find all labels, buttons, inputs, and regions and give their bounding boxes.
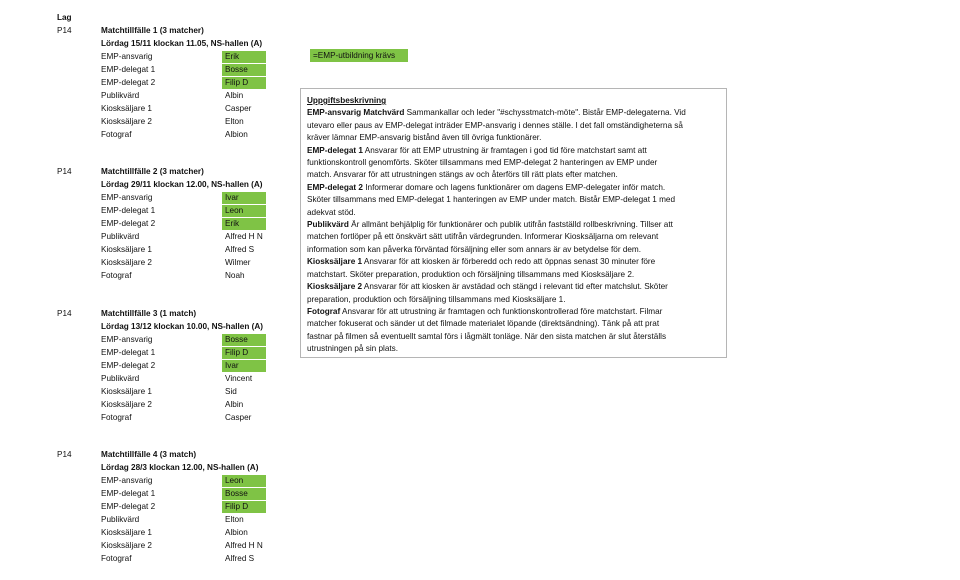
- role-label: Fotograf: [101, 130, 132, 139]
- role-label: EMP-ansvarig: [101, 476, 153, 485]
- description-text: Är allmänt behjälplig för funktionärer och publik utifrån fastställd rollbeskrivning. Tillser att: [348, 220, 673, 230]
- description-line: [307, 207, 720, 219]
- assignee-name-emp: Bosse: [222, 334, 266, 346]
- task-description-title: Uppgiftsbeskrivning: [307, 96, 387, 105]
- role-label: Kiosksäljare 2: [101, 541, 152, 550]
- role-label: Fotograf: [101, 554, 132, 563]
- role-label: Fotograf: [101, 271, 132, 280]
- role-label: EMP-delegat 2: [101, 219, 156, 228]
- role-label: Publikvärd: [101, 515, 140, 524]
- team-label: P14: [57, 309, 72, 318]
- description-line: [307, 145, 720, 157]
- role-heading: EMP-ansvarig Matchvärd: [307, 108, 405, 118]
- description-text: funktionskontroll genomförts. Sköter tillsammans med EMP-delegat 2 hanteringen av EMP under: [307, 158, 658, 168]
- assignee-name: Albion: [225, 528, 248, 537]
- description-text: fastnar på filmen så eventuellt samtal förs i lågmält tonläge. När den sista matchen är slut återställs: [307, 331, 667, 341]
- match-title: Matchtillfälle 3 (1 match): [101, 309, 197, 318]
- assignee-name: Casper: [225, 104, 252, 113]
- description-line: [307, 294, 720, 306]
- role-label: EMP-ansvarig: [101, 52, 153, 61]
- assignee-name: Elton: [225, 117, 244, 126]
- description-line: [307, 132, 720, 144]
- description-line: [307, 107, 720, 119]
- assignee-name: Elton: [225, 515, 244, 524]
- assignee-name: Albin: [225, 91, 244, 100]
- description-text: utrustningen på sin plats.: [307, 344, 399, 354]
- match-date: Lördag 13/12 klockan 10.00, NS-hallen (A): [101, 322, 263, 331]
- assignee-name: Noah: [225, 271, 245, 280]
- role-heading: Fotograf: [307, 306, 341, 316]
- description-line: [307, 231, 720, 243]
- description-text: kräver lämnar EMP-ansvarig bistånd även till övriga funktionärer.: [307, 133, 542, 143]
- assignee-name: Albion: [225, 130, 248, 139]
- role-label: Publikvärd: [101, 232, 140, 241]
- description-text: adekvat stöd.: [307, 207, 356, 217]
- description-text: information som kan påverka förväntad försäljning eller som annars är av betydelse för dem.: [307, 244, 642, 254]
- match-date: Lördag 28/3 klockan 12.00, NS-hallen (A): [101, 463, 259, 472]
- role-heading: Publikvärd: [307, 220, 349, 230]
- match-title: Matchtillfälle 4 (3 match): [101, 450, 197, 459]
- description-line: [307, 281, 720, 293]
- role-label: Kiosksäljare 2: [101, 400, 152, 409]
- description-text: Ansvarar för att kiosken är förberedd och redo att öppnas senast 30 minuter före: [362, 257, 656, 267]
- role-label: EMP-delegat 1: [101, 489, 156, 498]
- role-label: Kiosksäljare 1: [101, 387, 152, 396]
- role-label: EMP-ansvarig: [101, 335, 153, 344]
- assignee-name-emp: Leon: [222, 475, 266, 487]
- role-heading: EMP-delegat 2: [307, 182, 363, 192]
- assignee-name: Casper: [225, 413, 252, 422]
- assignee-name-emp: Leon: [222, 205, 266, 217]
- assignee-name: Alfred H N: [225, 541, 263, 550]
- legend-emp-training: =EMP-utbildning krävs: [310, 49, 408, 62]
- description-line: [307, 194, 720, 206]
- description-text: Informerar domare och lagens funktionärer om dagens EMP-delegater inför match.: [362, 182, 666, 192]
- description-text: match. Ansvarar för att utrustningen stängs av och återförs till rätt plats efter matchen.: [307, 170, 618, 180]
- description-text: Sköter tillsammans med EMP-delegat 1 hanteringen av EMP under match. Bistår EMP-delegat 1 med: [307, 195, 676, 205]
- role-label: Kiosksäljare 1: [101, 245, 152, 254]
- match-date: Lördag 29/11 klockan 12.00, NS-hallen (A): [101, 180, 263, 189]
- description-line: [307, 256, 720, 268]
- match-date: Lördag 15/11 klockan 11.05, NS-hallen (A): [101, 39, 263, 48]
- description-line: [307, 182, 720, 194]
- assignee-name: Sid: [225, 387, 237, 396]
- description-text: Ansvarar för att kiosken är avstädad och stängd i relevant tid efter matchslut. Sköter: [362, 282, 668, 292]
- description-line: [307, 120, 720, 132]
- role-label: EMP-delegat 1: [101, 206, 156, 215]
- description-text: Ansvarar för att utrustning är framtagen och funktionskontrollerad före matchstart. Filmar: [340, 306, 663, 316]
- match-title: Matchtillfälle 1 (3 matcher): [101, 26, 204, 35]
- assignee-name-emp: Ivar: [222, 192, 266, 204]
- description-text: matcher fokuserat och sänder ut det filmade materialet löpande (direktsändning). Tänk på att prat: [307, 319, 660, 329]
- team-label: P14: [57, 167, 72, 176]
- description-text: preparation, produktion och försäljning tillsammans med Kiosksäljare 1.: [307, 294, 566, 304]
- description-line: [307, 169, 720, 181]
- role-label: EMP-delegat 2: [101, 361, 156, 370]
- assignee-name: Alfred H N: [225, 232, 263, 241]
- role-label: EMP-delegat 1: [101, 65, 156, 74]
- assignee-name: Albin: [225, 400, 244, 409]
- assignee-name-emp: Filip D: [222, 77, 266, 89]
- role-label: Kiosksäljare 2: [101, 258, 152, 267]
- description-line: [307, 244, 720, 256]
- description-line: [307, 269, 720, 281]
- assignee-name-emp: Bosse: [222, 488, 266, 500]
- description-text: matchstart. Sköter preparation, produktion och försäljning tillsammans med Kiosksäljare 2.: [307, 269, 635, 279]
- description-line: [307, 343, 720, 355]
- description-text: Ansvarar för att EMP utrustning är framtagen i god tid före matchstart samt att: [362, 145, 647, 155]
- assignee-name: Alfred S: [225, 245, 255, 254]
- description-line: [307, 219, 720, 231]
- role-label: Kiosksäljare 1: [101, 104, 152, 113]
- description-line: [307, 318, 720, 330]
- task-description-box: [300, 88, 727, 358]
- role-label: Publikvärd: [101, 374, 140, 383]
- column-header-lag: Lag: [57, 13, 72, 22]
- assignee-name: Wilmer: [225, 258, 251, 267]
- role-heading: Kiosksäljare 1: [307, 257, 363, 267]
- description-line: [307, 306, 720, 318]
- assignee-name: Vincent: [225, 374, 253, 383]
- role-label: Fotograf: [101, 413, 132, 422]
- role-label: EMP-ansvarig: [101, 193, 153, 202]
- role-heading: Kiosksäljare 2: [307, 282, 363, 292]
- role-label: Kiosksäljare 1: [101, 528, 152, 537]
- role-label: Kiosksäljare 2: [101, 117, 152, 126]
- assignee-name-emp: Bosse: [222, 64, 266, 76]
- assignee-name-emp: Erik: [222, 51, 266, 63]
- assignee-name-emp: Filip D: [222, 501, 266, 513]
- assignee-name-emp: Ivar: [222, 360, 266, 372]
- role-label: EMP-delegat 2: [101, 78, 156, 87]
- role-label: Publikvärd: [101, 91, 140, 100]
- match-title: Matchtillfälle 2 (3 matcher): [101, 167, 204, 176]
- description-line: [307, 157, 720, 169]
- assignee-name: Alfred S: [225, 554, 255, 563]
- assignee-name-emp: Erik: [222, 218, 266, 230]
- team-label: P14: [57, 26, 72, 35]
- role-label: EMP-delegat 2: [101, 502, 156, 511]
- description-text: Sammankallar och leder "#schysstmatch-möte". Bistår EMP-delegaterna. Vid: [404, 108, 686, 118]
- description-line: [307, 331, 720, 343]
- task-description-text: [307, 107, 720, 355]
- role-heading: EMP-delegat 1: [307, 145, 363, 155]
- description-text: matchen fortlöper på ett önskvärt sätt utifrån värdegrunden. Informerar Kiosksäljarna om relevant: [307, 232, 659, 242]
- assignee-name-emp: Filip D: [222, 347, 266, 359]
- role-label: EMP-delegat 1: [101, 348, 156, 357]
- team-label: P14: [57, 450, 72, 459]
- description-text: utevaro eller paus av EMP-delegat inträder EMP-ansvarig i dennes ställe. I det fall omständigheterna så: [307, 120, 683, 130]
